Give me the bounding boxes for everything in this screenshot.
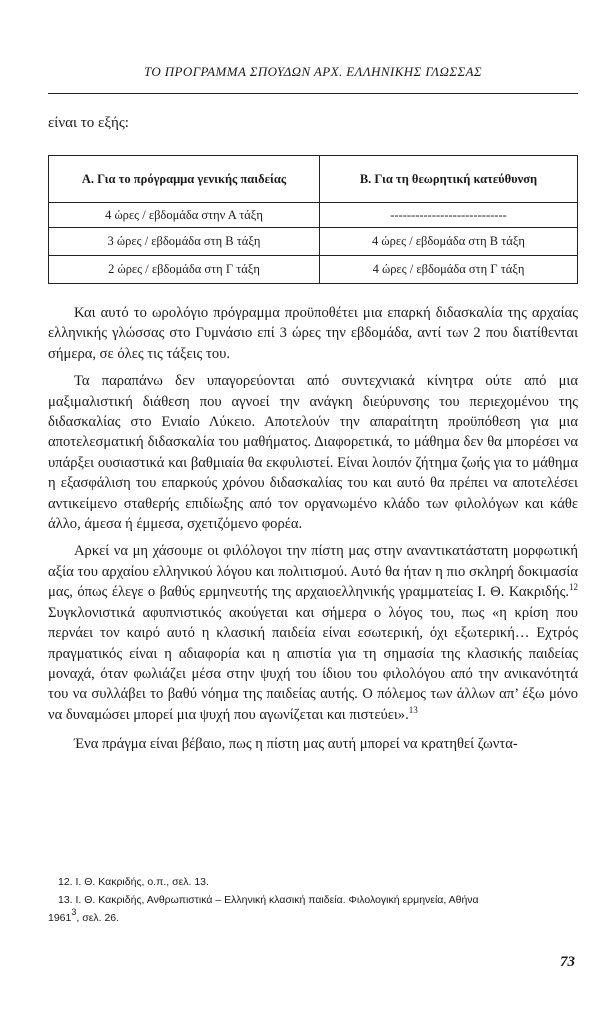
- header-rule: [48, 93, 578, 94]
- footnote-continuation: [48, 909, 578, 927]
- footnote-ref: 13: [408, 704, 418, 715]
- edition-superscript: 3: [71, 907, 77, 917]
- table-header-cell: Α. Για το πρόγραμμα γενικής παιδείας: [49, 156, 320, 203]
- body-text: [48, 303, 578, 762]
- schedule-table: [48, 155, 578, 284]
- intro-text: είναι το εξής:: [48, 115, 129, 131]
- page-number: 73: [560, 954, 575, 970]
- table-cell: 4 ώρες / εβδομάδα στην Α τάξη: [49, 203, 320, 228]
- footnotes: [48, 873, 578, 927]
- footnote: 13. Ι. Θ. Κακριδής, Ανθρωπιστικά – Ελληνική κλασική παιδεία. Φιλολογική ερμηνεία, Αθήνα: [58, 894, 479, 906]
- table-header-row: [49, 156, 578, 203]
- footnote-text: , σελ. 26.: [76, 912, 120, 924]
- footnote-year: 1961: [48, 912, 72, 924]
- paragraph: Και αυτό το ωρολόγιο πρόγραμμα προϋποθέτει μια επαρκή διδασκαλία της αρχαίας ελληνικής γλώσσας στο Γυμνάσιο επί 3 ώρες την εβδομάδα, αντί των 2 που διατίθενται σήμερα, σε όλες τις τάξεις του.: [48, 305, 578, 362]
- table-cell: 4 ώρες / εβδομάδα στη Γ τάξη: [320, 256, 578, 284]
- running-head: ΤΟ ΠΡΟΓΡΑΜΜΑ ΣΠΟΥΔΩΝ ΑΡΧ. ΕΛΛΗΝΙΚΗΣ ΓΛΩΣΣΑΣ: [143, 64, 483, 79]
- paragraph: Τα παραπάνω δεν υπαγορεύονται από συντεχνιακά κίνητρα ούτε από μια μαξιμαλιστική διάθεση που αγνοεί την ανάγκη διεύρυνσης του περιεχομένου της διδασκαλίας στο Ενιαίο Λύκειο. Αποτελούν την απαραίτητη προϋπόθεση για μια αποτελεσματική διδασκαλία του μαθήματος. Διαφορετικά, το μάθημα δεν θα μπορέσει να υπάρξει ουσιαστικά και βαθμιαία θα εκφυλιστεί. Είναι λοιπόν ζήτημα ζωής για το μάθημα η εξασφάλιση του επαρκούς χρόνου διδασκαλίας του και αυτό θα πρέπει να αποτελέσει αντικείμενο σταθερής επιδίωξης από τον οργανωμένο κλάδο των φιλολόγων και κάθε άλλο, άμεσα ή έμμεσα, σχετιζόμενο φορέα.: [48, 373, 578, 533]
- table-cell: 3 ώρες / εβδομάδα στη Β τάξη: [49, 228, 320, 256]
- table-cell: 2 ώρες / εβδομάδα στη Γ τάξη: [49, 256, 320, 284]
- footnote-ref: 12: [569, 582, 578, 593]
- paragraph-text: Συγκλονιστικά αφυπνιστικός ακούγεται και σήμερα ο λόγος του, πως «η κρίση που περνάει τον καιρό αυτό η κλασική παιδεία είναι εσωτερική, όχι εξωτερική… Εχτρός πραγματικός είναι η αδιαφορία και η απιστία για τη σημασία της κλασικής παιδείας μοναχά, όταν φωλιάζει μέσα στην ψυχή του ίδιου του φιλολόγου από την ανικανότητά του να συλλάβει το βαθύ νόημα της παιδείας αυτής. Ο πόλεμος των άλλων απ’ έξω μόνο να δυναμώσει μπορεί μια ψυχή που αγωνίζεται και πιστεύει».: [48, 604, 578, 723]
- footnote: 12. Ι. Θ. Κακριδής, ο.π., σελ. 13.: [58, 876, 209, 888]
- table-row: [49, 203, 578, 228]
- table-cell: 4 ώρες / εβδομάδα στη Β τάξη: [320, 228, 578, 256]
- table-cell: ----------------------------: [320, 203, 578, 228]
- paragraph: Ένα πράγμα είναι βέβαιο, πως η πίστη μας αυτή μπορεί να κρατηθεί ζωντα-: [74, 736, 518, 753]
- paragraph-text: Αρκεί να μη χάσουμε οι φιλόλογοι την πίστη μας στην αναντικατάστατη μορφωτική αξία του αρχαίου ελληνικού λόγου και πολιτισμού. Αυτό θα ήταν η πιο σκληρή δοκιμασία μας, όπως έλεγε ο βαθύς ερμηνευτής της αρχαιοελληνικής γραμματείας Ι. Θ. Κακριδής.: [48, 543, 578, 601]
- table-row: [49, 256, 578, 284]
- table-header-cell: Β. Για τη θεωρητική κατεύθυνση: [320, 156, 578, 203]
- table-row: [49, 228, 578, 256]
- paragraph: [48, 541, 578, 725]
